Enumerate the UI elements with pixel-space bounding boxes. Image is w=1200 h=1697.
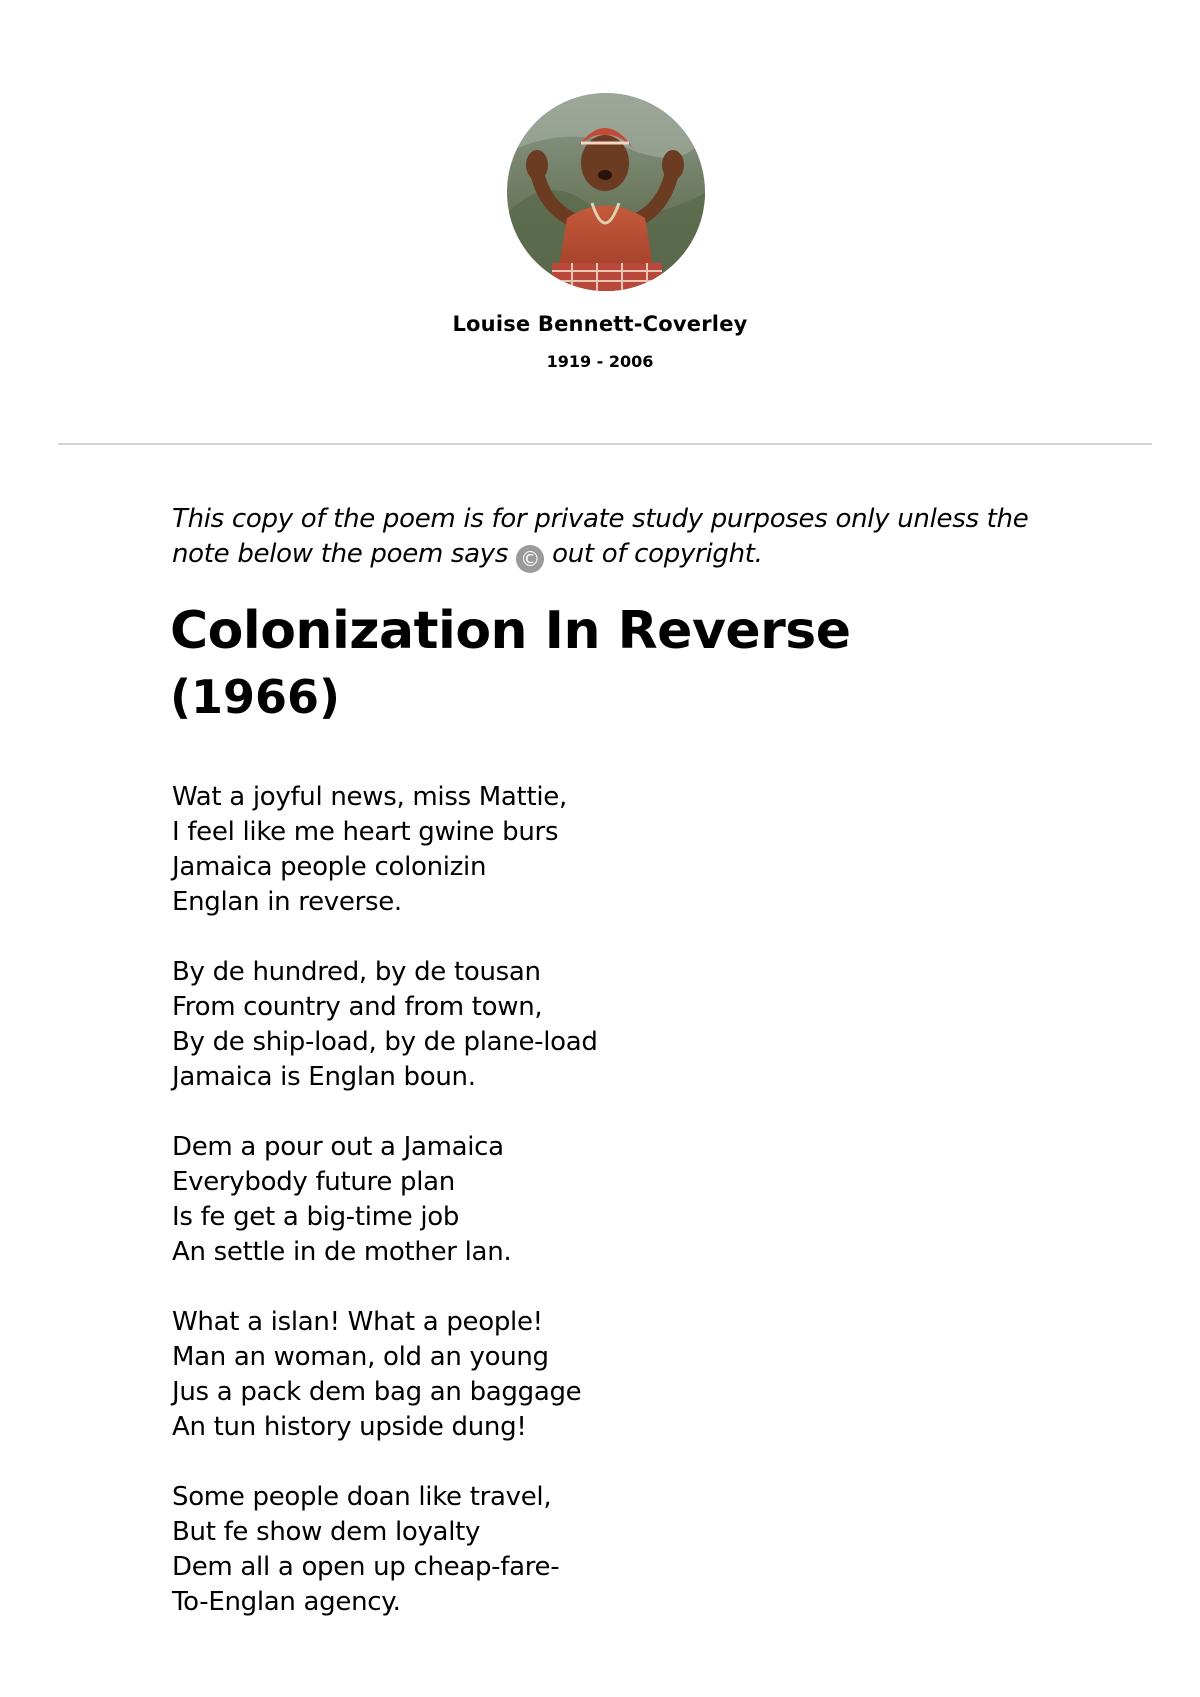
copyright-notice [172,502,1052,573]
poem-body [172,780,972,1655]
notice-text-after: out of copyright. [544,539,763,569]
poem-line: Wat a joyful news, miss Mattie, [172,782,567,812]
author-name: Louise Bennett-Coverley [452,312,748,336]
poem-line: Dem a pour out a Jamaica [172,1132,504,1162]
poem-line: Some people doan like travel, [172,1482,552,1512]
poem-line: Englan in reverse. [172,887,402,917]
stanza [172,955,972,1095]
poem-line: By de hundred, by de tousan [172,957,541,987]
poem-title: Colonization In Reverse [170,601,851,661]
poem-line: By de ship-load, by de plane-load [172,1027,598,1057]
notice-text-before: This copy of the poem is for private study purposes only unless the note below the poem says [172,504,1029,569]
poem-line: I feel like me heart gwine burs [172,817,559,847]
poem-line: Jus a pack dem bag an baggage [172,1377,582,1407]
poem-line: Jamaica is Englan boun. [172,1062,476,1092]
poem-line: Dem all a open up cheap-fare- [172,1552,560,1582]
stanza [172,1130,972,1270]
poem-line: Jamaica people colonizin [172,852,487,882]
poem-line: Is fe get a big-time job [172,1202,460,1232]
stanza [172,780,972,920]
copyright-icon: © [516,545,544,573]
stanza [172,1305,972,1445]
author-dates: 1919 - 2006 [546,352,654,371]
poem-line: What a islan! What a people! [172,1307,543,1337]
author-portrait [507,93,705,291]
stanza [172,1480,972,1620]
author-header [0,0,1200,420]
poem-line: But fe show dem loyalty [172,1517,481,1547]
poem-line: From country and from town, [172,992,543,1022]
poem-line: Man an woman, old an young [172,1342,549,1372]
author-portrait-photo-icon [507,93,705,291]
poem-line: Everybody future plan [172,1167,455,1197]
poem-line: An tun history upside dung! [172,1412,527,1442]
poem-year: (1966) [170,670,341,724]
poem-line: To-Englan agency. [172,1587,401,1617]
poem-line: An settle in de mother lan. [172,1237,512,1267]
section-divider [58,443,1152,445]
